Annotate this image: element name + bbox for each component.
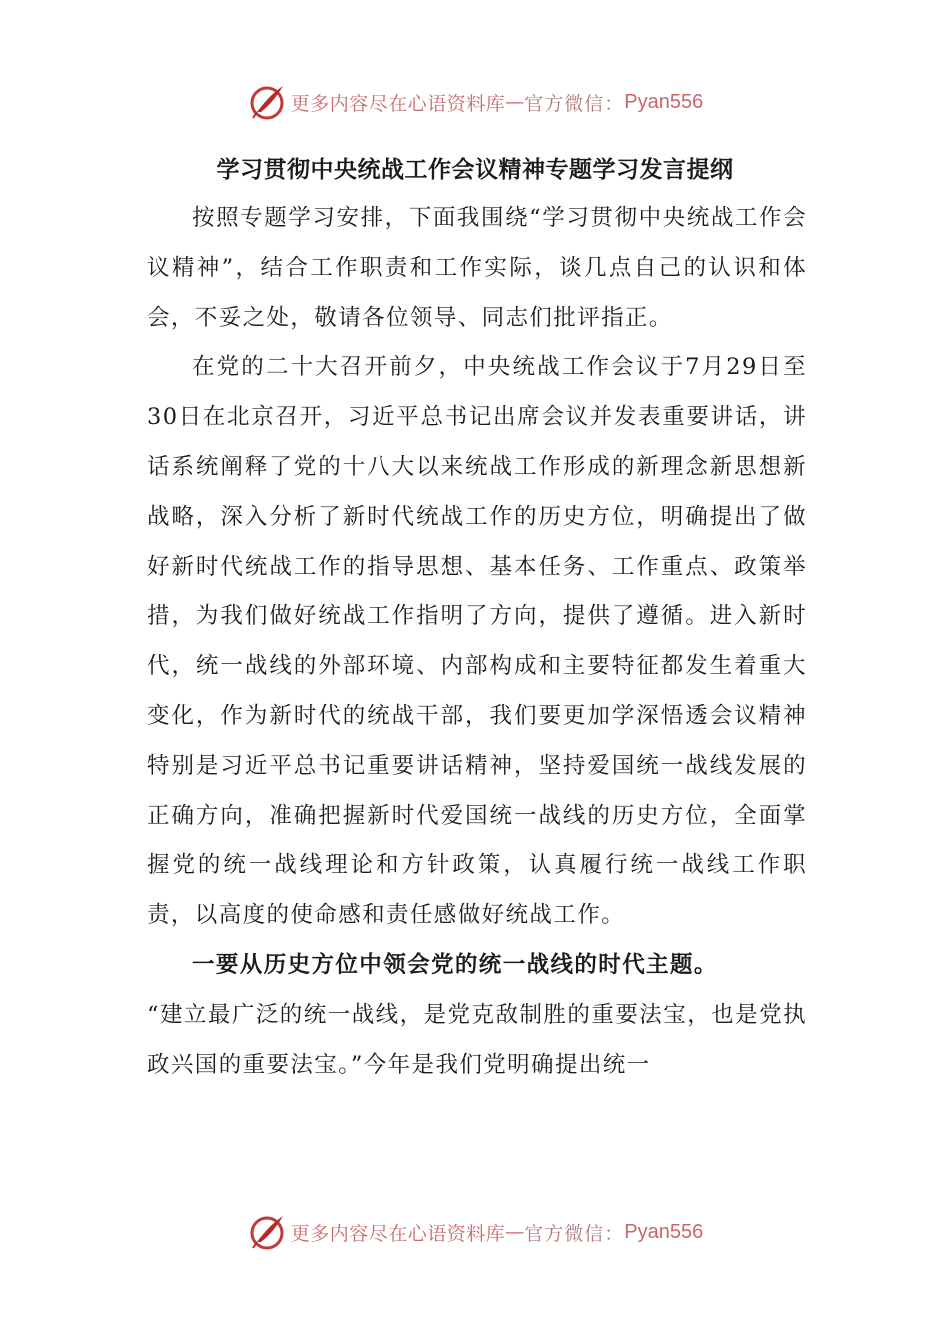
header-banner — [0, 80, 950, 124]
quill-logo-icon — [247, 1212, 287, 1252]
banner-wechat-id: Pyan556 — [624, 90, 704, 113]
quill-logo-icon — [247, 82, 287, 122]
document-title: 学习贯彻中央统战工作会议精神专题学习发言提纲 — [216, 157, 734, 183]
paragraph-continuation: “建立最广泛的统一战线，是党克敌制胜的重要法宝，也是党执政兴国的重要法宝。”今年是我们党明确提出统一 — [147, 1001, 807, 1078]
banner-separator: — — [505, 91, 525, 113]
document-body — [147, 194, 807, 1090]
banner-wechat-id: Pyan556 — [624, 1220, 704, 1243]
footer-banner — [0, 1210, 950, 1254]
banner-separator: — — [505, 1221, 525, 1243]
banner-wechat-label: 官方微信： — [524, 92, 625, 115]
banner-wechat-label: 官方微信： — [524, 1222, 625, 1245]
section-heading: 一要从历史方位中领会党的统一战线的时代主题。 — [192, 951, 718, 978]
paragraph-main: 在党的二十大召开前夕，中央统战工作会议于7月29日至30日在北京召开，习近平总书记出席会议并发表重要讲话，讲话系统阐释了党的十八大以来统战工作形成的新理念新思想新战略，深入分析了新时代统战工作的历史方位，明确提出了做好新时代统战工作的指导思想、基本任务、工作重点、政策举措，为我们做好统战工作指明了方向，提供了遵循。进入新时代，统一战线的外部环境、内部构成和主要特征都发生着重大变化，作为新时代的统战干部，我们要更加学深悟透会议精神特别是习近平总书记重要讲话精神，坚持爱国统一战线发展的正确方向，准确把握新时代爱国统一战线的历史方位，全面掌握党的统一战线理论和方针政策，认真履行统一战线工作职责，以高度的使命感和责任感做好统战工作。 — [147, 354, 807, 929]
paragraph-intro: 按照专题学习安排，下面我围绕“学习贯彻中央统战工作会议精神”，结合工作职责和工作实际，谈几点自己的认识和体会，不妥之处，敬请各位领导、同志们批评指正。 — [147, 205, 807, 331]
banner-brand: 更多内容尽在心语资料库 — [290, 92, 506, 115]
banner-brand: 更多内容尽在心语资料库 — [290, 1222, 506, 1245]
